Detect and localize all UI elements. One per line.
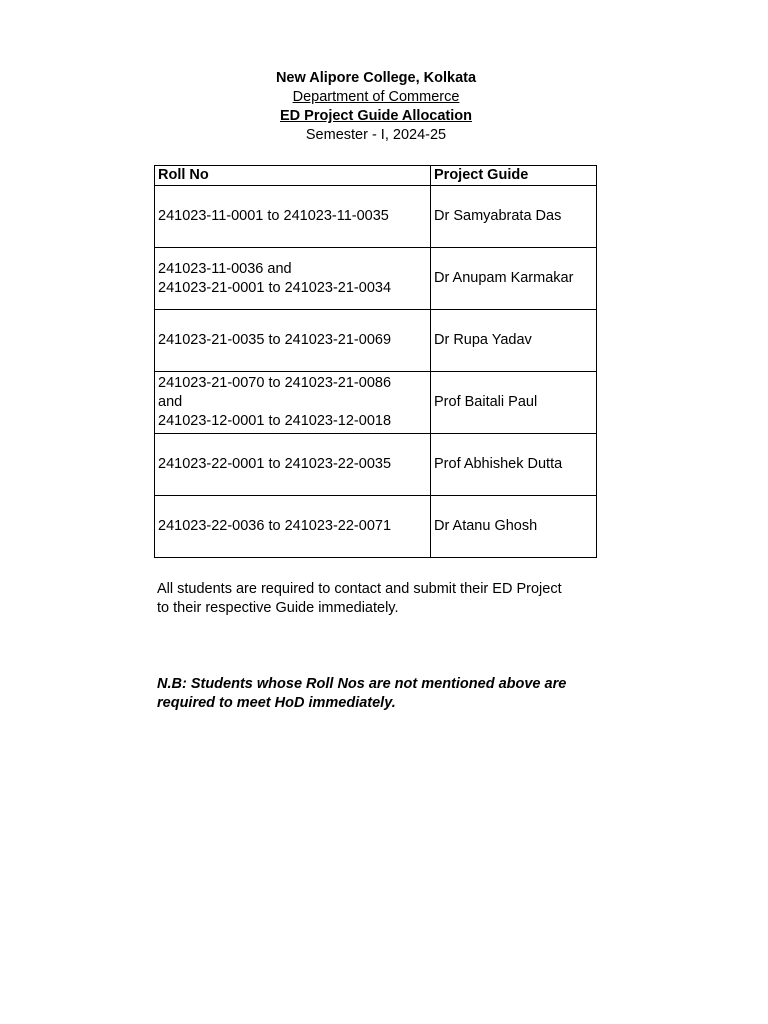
instruction-note (157, 580, 617, 618)
nb-notice-line: required to meet HoD immediately. (157, 695, 396, 711)
roll-range-line: 241023-22-0001 to 241023-22-0035 (158, 456, 392, 472)
document-title: ED Project Guide Allocation (279, 108, 473, 124)
instruction-note-line: to their respective Guide immediately. (157, 600, 399, 616)
guide-allocation-table (154, 165, 597, 558)
table-row (155, 372, 597, 434)
nb-notice-line: N.B: Students whose Roll Nos are not mentioned above are (157, 676, 567, 692)
column-header-project-guide: Project Guide (431, 166, 597, 186)
guide-name-cell: Prof Abhishek Dutta (431, 434, 597, 496)
roll-range-line: 241023-11-0036 and (158, 260, 292, 277)
table-row (155, 310, 597, 372)
document-header (0, 69, 752, 145)
roll-range-cell (155, 372, 431, 434)
roll-range-cell (155, 248, 431, 310)
guide-name-cell: Dr Anupam Karmakar (431, 248, 597, 310)
guide-name-cell: Dr Samyabrata Das (431, 186, 597, 248)
roll-range-cell (155, 186, 431, 248)
table-row (155, 186, 597, 248)
roll-range-cell (155, 434, 431, 496)
roll-range-line: 241023-11-0001 to 241023-11-0035 (158, 208, 389, 224)
roll-range-line: 241023-21-0070 to 241023-21-0086 (158, 375, 392, 391)
column-header-roll-no: Roll No (155, 166, 431, 186)
instruction-note-line: All students are required to contact and submit their ED Project (157, 581, 562, 597)
nb-notice (157, 675, 617, 713)
table-row (155, 248, 597, 310)
department-name: Department of Commerce (292, 89, 460, 105)
semester-label: Semester - I, 2024-25 (305, 127, 447, 143)
roll-range-line: 241023-21-0035 to 241023-21-0069 (158, 332, 392, 348)
guide-name-cell: Prof Baitali Paul (431, 372, 597, 434)
roll-range-line: 241023-21-0001 to 241023-21-0034 (158, 279, 392, 296)
roll-range-line: 241023-12-0001 to 241023-12-0018 (158, 413, 392, 429)
guide-name-cell: Dr Rupa Yadav (431, 310, 597, 372)
table-row (155, 496, 597, 558)
roll-range-cell (155, 496, 431, 558)
college-name: New Alipore College, Kolkata (275, 70, 477, 86)
roll-range-line: 241023-22-0036 to 241023-22-0071 (158, 518, 392, 534)
roll-range-line: and (158, 394, 183, 410)
guide-name-cell: Dr Atanu Ghosh (431, 496, 597, 558)
roll-range-cell (155, 310, 431, 372)
table-row (155, 434, 597, 496)
table-header-row (155, 166, 597, 186)
